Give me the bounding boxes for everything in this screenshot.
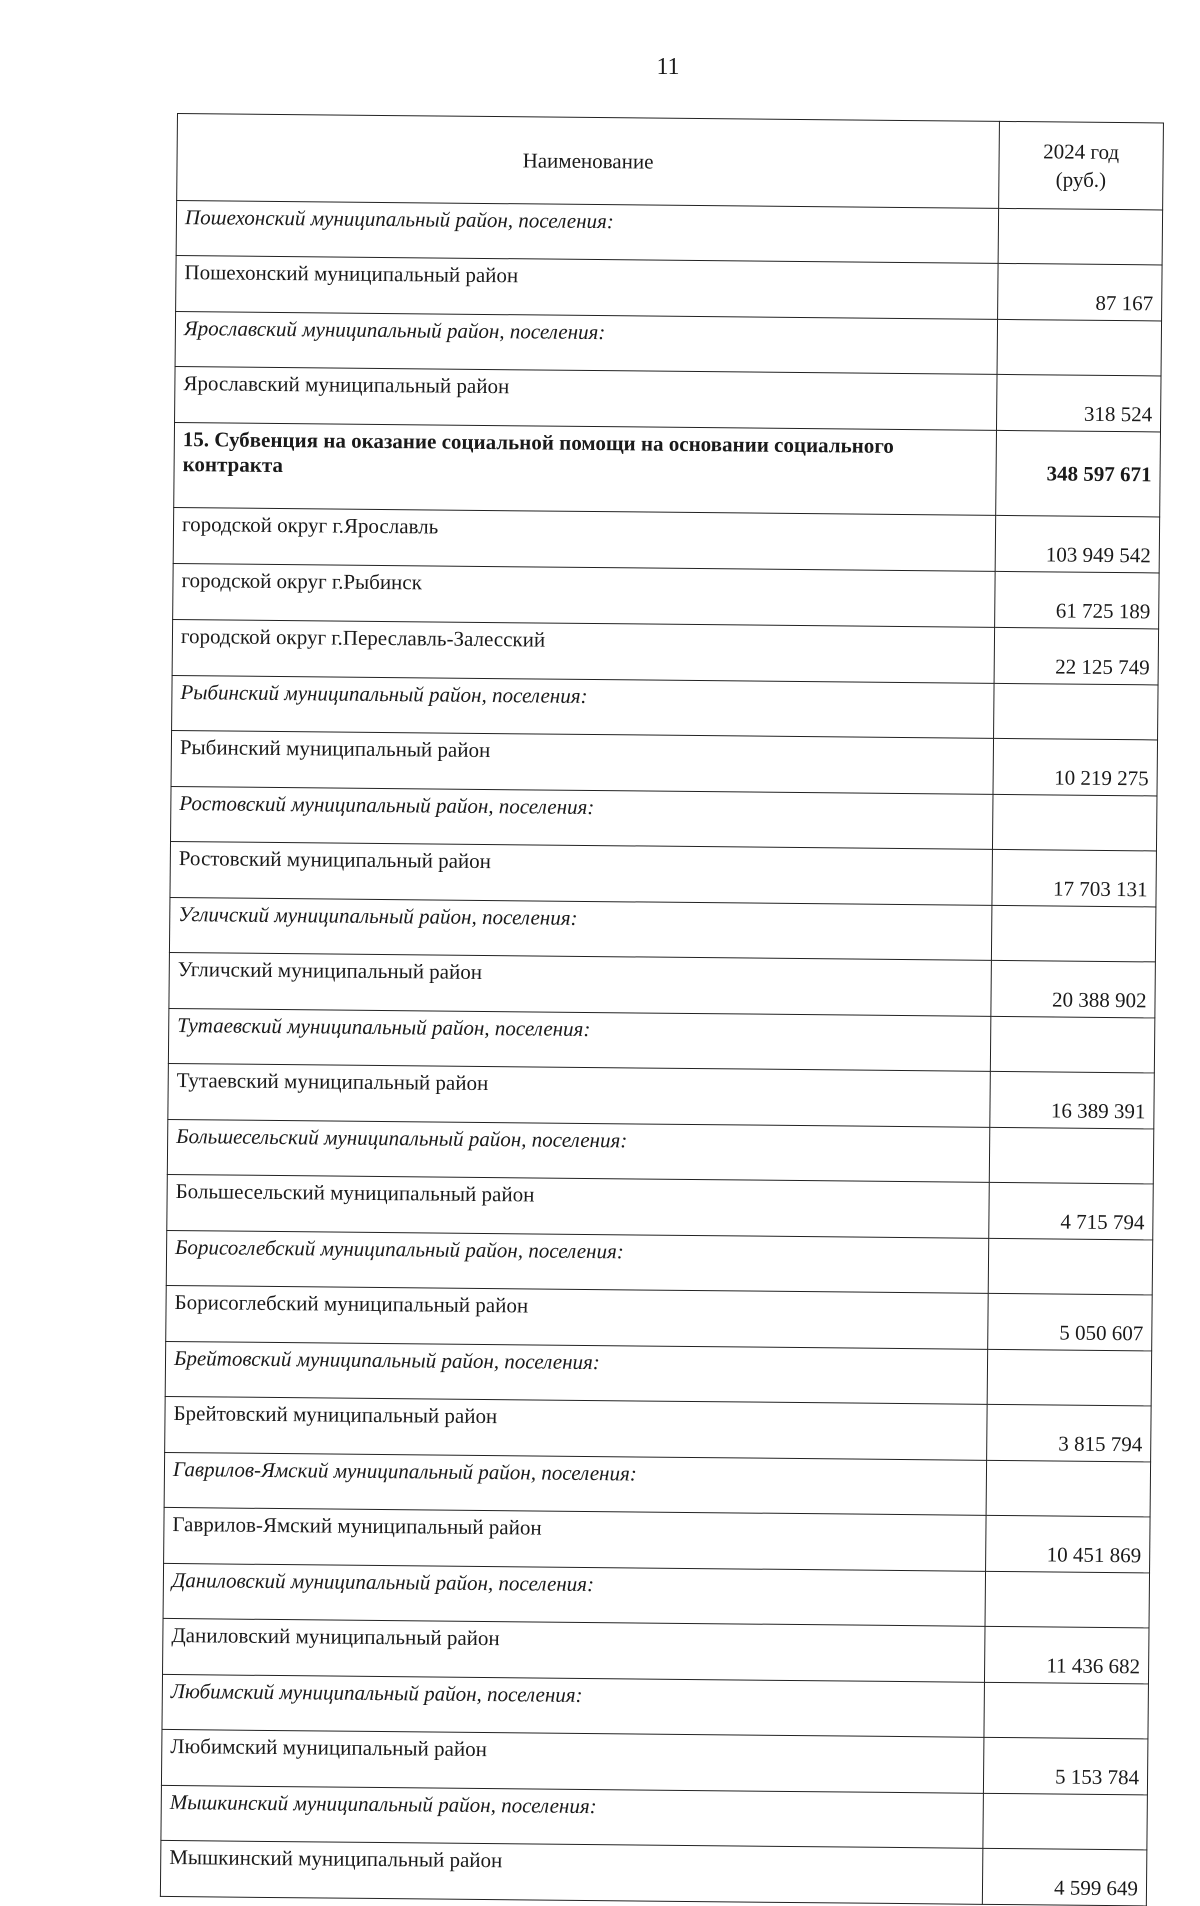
row-name: Ярославский муниципальный район [175, 366, 997, 430]
table-row [161, 1729, 1147, 1794]
district-group-row [167, 1119, 1153, 1183]
row-name: Ростовский муниципальный район [170, 841, 992, 905]
row-name: Даниловский муниципальный район [163, 1618, 985, 1682]
row-value: 318 524 [996, 374, 1161, 432]
row-value: 348 597 671 [996, 430, 1161, 517]
district-group-row [161, 1785, 1147, 1849]
row-value [989, 1127, 1154, 1184]
row-value: 5 153 784 [983, 1737, 1148, 1795]
row-value [994, 683, 1159, 740]
row-value [987, 1349, 1152, 1406]
row-value [991, 905, 1156, 962]
header-unit-label: (руб.) [1055, 167, 1107, 192]
row-value: 20 388 902 [991, 960, 1156, 1018]
row-name: Пошехонский муниципальный район [176, 255, 998, 319]
row-name: Тутаевский муниципальный район, поселения: [168, 1008, 990, 1071]
row-value: 17 703 131 [992, 849, 1157, 907]
row-name: Гаврилов-Ямский муниципальный район [164, 1507, 986, 1571]
section-heading-row [174, 422, 1161, 516]
table-row [164, 1507, 1150, 1572]
table-row [160, 1840, 1146, 1905]
row-name: Мышкинский муниципальный район [160, 1840, 982, 1904]
row-value [986, 1460, 1151, 1517]
table-row [163, 1618, 1149, 1683]
page-number: 11 [656, 54, 680, 80]
row-value [988, 1238, 1153, 1295]
row-name: Ярославский муниципальный район, поселения: [175, 311, 997, 374]
row-value [997, 319, 1162, 376]
row-name: Большесельский муниципальный район [167, 1174, 989, 1238]
row-value: 5 050 607 [988, 1293, 1153, 1351]
row-value: 4 599 649 [982, 1848, 1147, 1906]
row-name: Пошехонский муниципальный район, поселения: [176, 201, 998, 264]
table-row [165, 1396, 1151, 1461]
row-name: Мышкинский муниципальный район, поселения: [161, 1785, 983, 1848]
row-name: Гаврилов-Ямский муниципальный район, поселения: [164, 1452, 986, 1515]
table-row [170, 841, 1156, 906]
district-group-row [168, 1008, 1154, 1072]
district-group-row [163, 1563, 1149, 1627]
table-row [173, 507, 1159, 572]
row-name: Угличский муниципальный район [169, 952, 991, 1016]
district-group-row [162, 1674, 1148, 1738]
table-row [166, 1285, 1152, 1350]
subvention-table [160, 113, 1164, 1906]
table-row [167, 1174, 1153, 1239]
row-value: 11 436 682 [984, 1626, 1149, 1684]
row-value [985, 1571, 1150, 1628]
row-value: 4 715 794 [989, 1182, 1154, 1240]
row-value [992, 794, 1157, 851]
district-group-row [175, 311, 1161, 375]
district-group-row [166, 1230, 1152, 1294]
row-name: городской округ г.Ярославль [173, 507, 995, 571]
row-name: Большесельский муниципальный район, поселения: [167, 1119, 989, 1182]
district-group-row [176, 201, 1162, 265]
district-group-row [165, 1341, 1151, 1405]
district-group-row [171, 786, 1157, 850]
row-value [990, 1016, 1155, 1073]
row-name: Тутаевский муниципальный район [168, 1063, 990, 1127]
row-name: Рыбинский муниципальный район, поселения: [172, 675, 994, 738]
row-name: Любимский муниципальный район, поселения: [162, 1674, 984, 1737]
row-name: городской округ г.Рыбинск [173, 563, 995, 627]
table-row [168, 1063, 1154, 1128]
row-name: Брейтовский муниципальный район, поселения: [165, 1341, 987, 1404]
row-value: 103 949 542 [995, 515, 1160, 573]
row-value: 22 125 749 [994, 627, 1159, 685]
table-row [173, 563, 1159, 628]
district-group-row [169, 897, 1155, 961]
row-name: Борисоглебский муниципальный район [166, 1285, 988, 1349]
row-name: Любимский муниципальный район [161, 1729, 983, 1793]
row-name: Рыбинский муниципальный район [171, 730, 993, 794]
table-row [171, 730, 1157, 795]
row-value: 3 815 794 [987, 1404, 1152, 1462]
row-name: 15. Субвенция на оказание социальной помощи на основании социального контракта [174, 422, 997, 515]
row-name: Угличский муниципальный район, поселения: [169, 897, 991, 960]
header-year-label: 2024 год [1043, 139, 1120, 165]
row-value [984, 1682, 1149, 1739]
row-value: 10 451 869 [986, 1515, 1151, 1573]
table-row [172, 619, 1158, 684]
row-value: 16 389 391 [990, 1071, 1155, 1129]
district-group-row [164, 1452, 1150, 1516]
row-value [983, 1793, 1148, 1850]
row-name: Ростовский муниципальный район, поселения: [171, 786, 993, 849]
row-value: 10 219 275 [993, 738, 1158, 796]
table-row [175, 366, 1161, 431]
row-name: Даниловский муниципальный район, поселения: [163, 1563, 985, 1626]
row-value [998, 208, 1163, 265]
row-value: 61 725 189 [995, 571, 1160, 629]
row-value: 87 167 [998, 263, 1163, 321]
header-name: Наименование [177, 114, 1000, 209]
row-name: городской округ г.Переславль-Залесский [172, 619, 994, 683]
table-header-row [177, 114, 1164, 210]
table-row [176, 255, 1162, 320]
row-name: Брейтовский муниципальный район [165, 1396, 987, 1460]
header-year [999, 121, 1164, 210]
row-name: Борисоглебский муниципальный район, поселения: [166, 1230, 988, 1293]
table-row [169, 952, 1155, 1017]
table-body [160, 201, 1162, 1906]
district-group-row [172, 675, 1158, 739]
